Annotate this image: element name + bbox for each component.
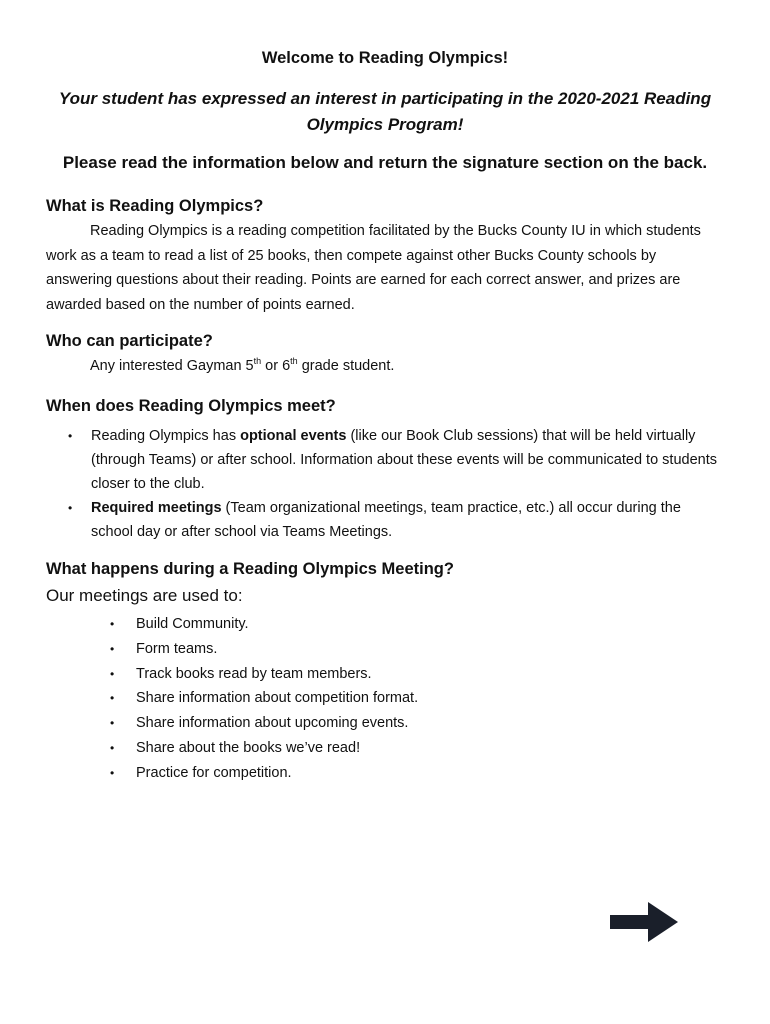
section-subheading-happens: Our meetings are used to:: [46, 586, 243, 605]
list-item: [90, 711, 690, 736]
bullet-icon: •: [110, 666, 115, 681]
who-text-before: Any interested Gayman 5: [90, 358, 254, 374]
instruction-text: Please read the information below and return the signature section on the back.: [62, 153, 708, 172]
section-heading-what: What is Reading Olympics?: [46, 197, 264, 215]
bullet-icon: •: [110, 716, 115, 731]
item-bold-text: Required meetings: [91, 500, 222, 516]
item-text: Practice for competition.: [136, 764, 292, 781]
list-item: [90, 637, 690, 662]
list-item: [46, 424, 726, 496]
bullet-icon: •: [68, 501, 73, 515]
item-text: Share information about upcoming events.: [136, 715, 409, 732]
list-item: [90, 662, 690, 687]
item-text: Form teams.: [136, 640, 218, 657]
section-body-what: Reading Olympics is a reading competition facilitated by the Bucks County IU in which students work as a team to read a list of 25 books, then compete against other Bucks County schools by answering questions about their reading. Points are earned for each correct answer, and prizes are awarded based on the number of points earned.: [46, 223, 701, 313]
happens-list: [90, 612, 690, 786]
list-item: [90, 761, 690, 786]
list-item: [90, 686, 690, 711]
who-superscript-2: th: [290, 356, 298, 366]
list-item: [90, 736, 690, 761]
bullet-icon: •: [110, 691, 115, 706]
item-text: (like our Book Club sessions) that will be held virtually (through Teams) or after school. Information about these events will be communicated to students closer to the club.: [91, 428, 717, 492]
list-item: [90, 612, 690, 637]
who-text-mid: or 6: [261, 358, 291, 374]
bullet-icon: •: [68, 429, 73, 443]
bullet-icon: •: [110, 641, 115, 656]
intro-text: Your student has expressed an interest in participating in the 2020-2021 Reading Olympics Program!: [58, 89, 712, 134]
section-heading-happens: What happens during a Reading Olympics Meeting?: [46, 560, 454, 578]
right-arrow-icon: [608, 900, 680, 944]
bullet-icon: •: [110, 617, 115, 631]
item-text: Share information about competition format.: [136, 690, 419, 707]
item-text: Share about the books we’ve read!: [136, 739, 361, 756]
section-heading-who: Who can participate?: [46, 332, 213, 350]
who-superscript-1: th: [253, 356, 262, 366]
item-text: Build Community.: [136, 616, 249, 632]
item-bold-text: optional events: [240, 428, 347, 444]
item-text: Reading Olympics has: [91, 428, 241, 444]
item-text: (Team organizational meetings, team practice, etc.) all occur during the school day or after school via Teams Meetings.: [91, 500, 681, 540]
bullet-icon: •: [110, 765, 115, 780]
who-text-after: grade student.: [297, 358, 395, 374]
bullet-icon: •: [110, 740, 115, 755]
list-item: [46, 496, 726, 544]
item-text: Track books read by team members.: [136, 665, 372, 682]
when-list: [46, 424, 726, 544]
section-body-who: [90, 358, 394, 374]
page-title: Welcome to Reading Olympics!: [261, 49, 509, 67]
section-heading-when: When does Reading Olympics meet?: [46, 397, 336, 415]
